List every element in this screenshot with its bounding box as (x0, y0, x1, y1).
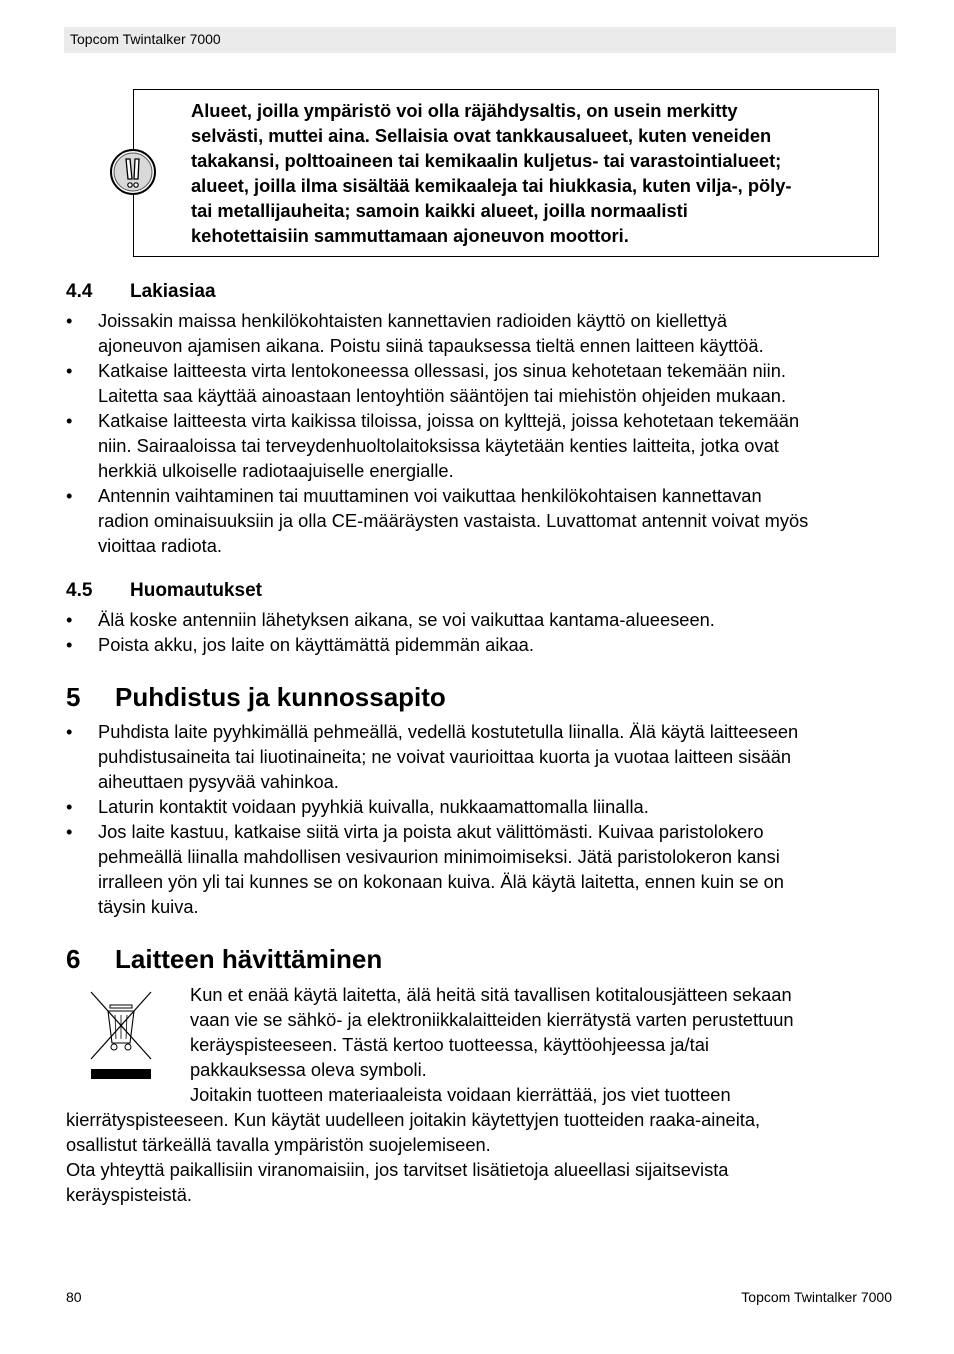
crossed-out-wheelie-bin-icon (88, 989, 154, 1081)
section-number: 6 (66, 944, 81, 974)
list-item: • Poista akku, jos laite on käyttämättä pidemmän aikaa. (66, 632, 896, 657)
section-6-heading (66, 943, 382, 975)
section-4-4-heading (66, 279, 216, 304)
section-title: Puhdistus ja kunnossapito (115, 682, 446, 712)
warning-line: takakansi, polttoaineen tai kemikaalin kuljetus- tai varastointialueet; (191, 150, 782, 171)
warning-line: tai metallijauheita; samoin kaikki alueet, joilla normaalisti (191, 200, 688, 221)
warning-line: selvästi, muttei aina. Sellaisia ovat tankkausalueet, kuten veneiden (191, 125, 772, 146)
warning-line: Alueet, joilla ympäristö voi olla räjähdysaltis, on usein merkitty (191, 100, 738, 121)
disposal-paragraph-1: Kun et enää käytä laitetta, älä heitä sitä tavallisen kotitalousjätteen sekaan vaan vie se sähkö- ja elektroniikkalaitteiden kierrätystä varten perustettuun keräyspisteeseen. Tästä kertoo tuotteessa, käyttöohjeessa ja/tai pakkauksessa oleva symboli. Joitakin tuotteen materiaaleista voidaan kierrättää, jos viet tuotteen (190, 984, 794, 1105)
section-5-list (66, 719, 896, 919)
warning-line: kehotettaisiin sammuttamaan ajoneuvon moottori. (191, 225, 629, 246)
footer-title: Topcom Twintalker 7000 (741, 1289, 892, 1305)
page-number: 80 (66, 1289, 82, 1305)
section-number: 4.5 (66, 580, 93, 601)
section-5-heading (66, 681, 446, 713)
disposal-paragraph-2: kierrätyspisteeseen. Kun käytät uudelleen joitakin käytettyjen tuotteiden raaka-aineita, osallistut tärkeällä tavalla ympäristön suojelemiseen. Ota yhteyttä paikallisiin viranomaisiin, jos tarvitset lisätietoja alueellasi sijaitsevista keräyspisteistä. (66, 1109, 761, 1205)
list-item: • Laturin kontaktit voidaan pyyhkiä kuivalla, nukkaamattomalla liinalla. (66, 794, 896, 819)
warning-line: alueet, joilla ilma sisältää kemikaaleja tai hiukkasia, kuten vilja-, pöly- (191, 175, 792, 196)
section-title: Laitteen hävittäminen (115, 944, 383, 974)
list-item: • Jos laite kastuu, katkaise siitä virta ja poista akut välittömästi. Kuivaa paristolokero pehmeällä liinalla mahdollisen vesivaurion minimoimiseksi. Jätä paristolokeron kansi irralleen yön yli tai kunnes se on kokonaan kuiva. Älä käytä laitetta, ennen kuin se on täysin kuiva. (66, 819, 896, 919)
page-header (64, 27, 896, 53)
exclamation-warning-icon (109, 148, 157, 196)
section-number: 4.4 (66, 281, 93, 302)
list-item: • Antennin vaihtaminen tai muuttaminen voi vaikuttaa henkilökohtaisen kannettavan radion ominaisuuksiin ja olla CE-määräysten vastaista. Luvattomat antennit voivat myös vioittaa radiota. (66, 483, 896, 558)
section-title: Huomautukset (130, 580, 262, 601)
warning-box (133, 89, 879, 257)
section-4-5-list (66, 607, 896, 657)
section-4-4-list (66, 308, 896, 558)
section-number: 5 (66, 682, 81, 712)
section-4-5-heading (66, 578, 262, 603)
list-item: • Älä koske antenniin lähetyksen aikana, se voi vaikuttaa kantama-alueeseen. (66, 607, 896, 632)
list-item: • Joissakin maissa henkilökohtaisten kannettavien radioiden käyttö on kiellettyä ajoneuvon ajamisen aikana. Poistu siinä tapauksessa tieltä ennen laitteen käyttöä. (66, 308, 896, 358)
list-item: • Puhdista laite pyyhkimällä pehmeällä, vedellä kostutetulla liinalla. Älä käytä laitteeseen puhdistusaineita tai liuotinaineita; ne voivat vaurioittaa kuorta ja vuotaa laitteen sisään aiheuttaen pysyvää vahinkoa. (66, 719, 896, 794)
list-item: • Katkaise laitteesta virta lentokoneessa ollessasi, jos sinua kehotetaan tekemään niin. Laitetta saa käyttää ainoastaan lentoyhtiön sääntöjen tai miehistön ohjeiden mukaan. (66, 358, 896, 408)
header-title: Topcom Twintalker 7000 (70, 31, 221, 47)
list-item: • Katkaise laitteesta virta kaikissa tiloissa, joissa on kylttejä, joissa kehotetaan tekemään niin. Sairaaloissa tai terveydenhuoltolaitoksissa käytetään kenties laitteita, jotka ovat herkkiä ulkoiselle radiotaajuiselle energialle. (66, 408, 896, 483)
warning-text (191, 98, 871, 248)
section-title: Lakiasiaa (130, 281, 216, 302)
